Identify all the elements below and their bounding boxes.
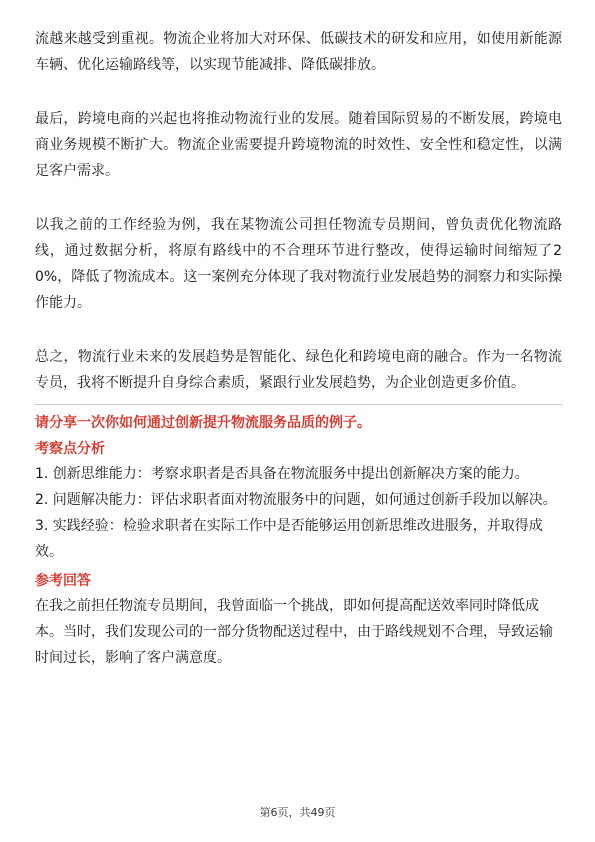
body-paragraph-1: 流越来越受到重视。物流企业将加大对环保、低碳技术的研发和应用，如使用新能源车辆、优化运输路线等，以实现节能减排、降低碳排放。 <box>35 31 562 73</box>
section-divider <box>35 404 562 405</box>
question-heading: 请分享一次你如何通过创新提升物流服务品质的例子。 <box>35 415 371 431</box>
body-paragraph-4: 总之，物流行业未来的发展趋势是智能化、绿色化和跨境电商的融合。作为一名物流专员，我将不断提升自身综合素质，紧跟行业发展趋势，为企业创造更多价值。 <box>35 349 562 391</box>
document-page <box>35 26 562 671</box>
paragraph-gap <box>35 316 562 344</box>
body-paragraph-3: 以我之前的工作经验为例，我在某物流公司担任物流专员期间，曾负责优化物流路线，通过数据分析，将原有路线中的不合理环节进行整改，使得运输时间缩短了20%，降低了物流成本。这一案例充分体现了我对物流行业发展趋势的洞察力和实际操作能力。 <box>35 217 562 311</box>
answer-text: 在我之前担任物流专员期间，我曾面临一个挑战，即如何提高配送效率同时降低成本。当时，我们发现公司的一部分货物配送过程中，由于路线规划不合理，导致运输时间过长，影响了客户满意度。 <box>35 598 553 666</box>
analysis-title: 考察点分析 <box>35 441 105 457</box>
analysis-item-1: 1. 创新思维能力：考察求职者是否具备在物流服务中提出创新解决方案的能力。 <box>35 466 529 482</box>
body-paragraph-2: 最后，跨境电商的兴起也将推动物流行业的发展。随着国际贸易的不断发展，跨境电商业务规模不断扩大。物流企业需要提升跨境物流的时效性、安全性和稳定性，以满足客户需求。 <box>35 111 562 179</box>
page-number: 第6页，共49页 <box>259 806 336 819</box>
analysis-item-2: 2. 问题解决能力：评估求职者面对物流服务中的问题，如何通过创新手段加以解决。 <box>35 492 557 508</box>
paragraph-gap <box>35 78 562 106</box>
answer-title: 参考回答 <box>35 573 91 589</box>
paragraph-gap <box>35 184 562 212</box>
analysis-item-3: 3. 实践经验：检验求职者在实际工作中是否能够运用创新思维改进服务，并取得成效。 <box>35 518 543 560</box>
